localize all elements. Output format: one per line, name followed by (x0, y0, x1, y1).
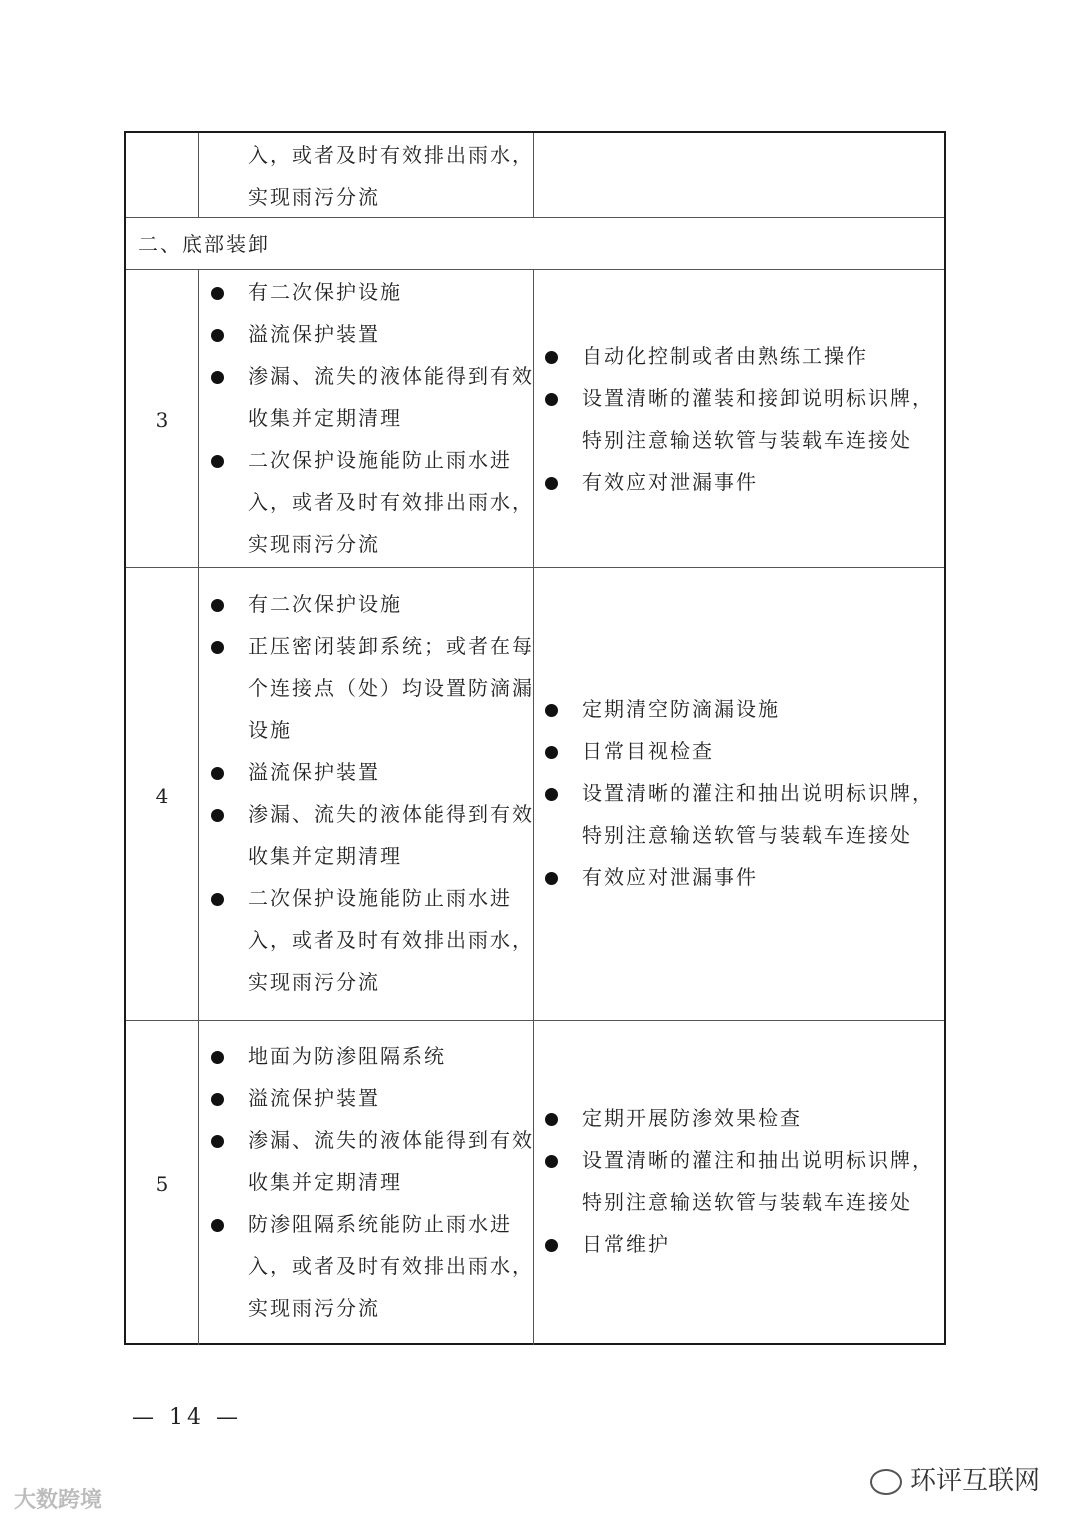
list-item: 个连接点（处）均设置防滴漏 (248, 676, 534, 700)
bullet-icon (211, 1219, 224, 1232)
row-divider (126, 217, 944, 218)
continuation-line: 入，或者及时有效排出雨水， (248, 143, 534, 167)
list-item: 溢流保护装置 (248, 760, 380, 784)
bullet-icon (211, 641, 224, 654)
list-item: 设施 (248, 718, 292, 742)
col-divider (198, 133, 199, 217)
list-item: 收集并定期清理 (248, 406, 402, 430)
page-number: — 14 — (132, 1405, 242, 1430)
bullet-icon (211, 599, 224, 612)
list-item: 设置清晰的灌注和抽出说明标识牌， (582, 781, 934, 805)
list-item: 地面为防渗阻隔系统 (248, 1044, 446, 1068)
bullet-icon (545, 477, 558, 490)
wechat-icon (870, 1469, 902, 1495)
watermark-left (14, 1483, 102, 1514)
bullet-icon (545, 704, 558, 717)
list-item: 实现雨污分流 (248, 970, 380, 994)
bullet-icon (211, 329, 224, 342)
list-item: 特别注意输送软管与装载车连接处 (582, 823, 912, 847)
bullet-icon (545, 1113, 558, 1126)
list-item: 有效应对泄漏事件 (582, 865, 758, 889)
list-item: 渗漏、流失的液体能得到有效 (248, 1128, 534, 1152)
list-item: 自动化控制或者由熟练工操作 (582, 344, 868, 368)
bullet-icon (211, 287, 224, 300)
row-number: 5 (155, 1172, 169, 1196)
list-item: 正压密闭装卸系统；或者在每 (248, 634, 534, 658)
list-item: 二次保护设施能防止雨水进 (248, 448, 512, 472)
row-number: 4 (155, 784, 169, 808)
list-item: 实现雨污分流 (248, 532, 380, 556)
bullet-icon (211, 1051, 224, 1064)
list-item: 有二次保护设施 (248, 592, 402, 616)
bullet-icon (211, 809, 224, 822)
watermark-right (870, 1460, 1040, 1497)
list-item: 有效应对泄漏事件 (582, 470, 758, 494)
watermark-right-text: 环评互联网 (910, 1466, 1041, 1496)
list-item: 渗漏、流失的液体能得到有效 (248, 364, 534, 388)
list-item: 特别注意输送软管与装载车连接处 (582, 428, 912, 452)
bullet-icon (211, 1135, 224, 1148)
row-divider (126, 269, 944, 270)
row-number: 3 (155, 408, 169, 432)
list-item: 入，或者及时有效排出雨水， (248, 490, 534, 514)
bullet-icon (545, 788, 558, 801)
list-item: 二次保护设施能防止雨水进 (248, 886, 512, 910)
list-item: 定期清空防滴漏设施 (582, 697, 780, 721)
list-item: 日常维护 (582, 1232, 670, 1256)
list-item: 有二次保护设施 (248, 280, 402, 304)
row-divider (126, 1020, 944, 1021)
list-item: 溢流保护装置 (248, 322, 380, 346)
list-item: 实现雨污分流 (248, 1296, 380, 1320)
bullet-icon (211, 893, 224, 906)
bullet-icon (545, 1155, 558, 1168)
continuation-line: 实现雨污分流 (248, 185, 380, 209)
watermark-left-text: 大数跨境 (14, 1488, 103, 1513)
document-table (124, 131, 946, 1345)
list-item: 防渗阻隔系统能防止雨水进 (248, 1212, 512, 1236)
list-item: 设置清晰的灌注和抽出说明标识牌， (582, 1148, 934, 1172)
row-divider (126, 567, 944, 568)
list-item: 溢流保护装置 (248, 1086, 380, 1110)
bullet-icon (545, 1239, 558, 1252)
list-item: 特别注意输送软管与装载车连接处 (582, 1190, 912, 1214)
list-item: 收集并定期清理 (248, 844, 402, 868)
col-divider (198, 269, 199, 1345)
list-item: 入，或者及时有效排出雨水， (248, 928, 534, 952)
bullet-icon (545, 746, 558, 759)
bullet-icon (545, 351, 558, 364)
bullet-icon (545, 393, 558, 406)
bullet-icon (211, 1093, 224, 1106)
section-title: 二、底部装卸 (138, 232, 270, 256)
list-item: 收集并定期清理 (248, 1170, 402, 1194)
list-item: 定期开展防渗效果检查 (582, 1106, 802, 1130)
bullet-icon (545, 872, 558, 885)
list-item: 渗漏、流失的液体能得到有效 (248, 802, 534, 826)
bullet-icon (211, 767, 224, 780)
list-item: 设置清晰的灌装和接卸说明标识牌， (582, 386, 934, 410)
list-item: 入，或者及时有效排出雨水， (248, 1254, 534, 1278)
bullet-icon (211, 371, 224, 384)
list-item: 日常目视检查 (582, 739, 714, 763)
bullet-icon (211, 455, 224, 468)
